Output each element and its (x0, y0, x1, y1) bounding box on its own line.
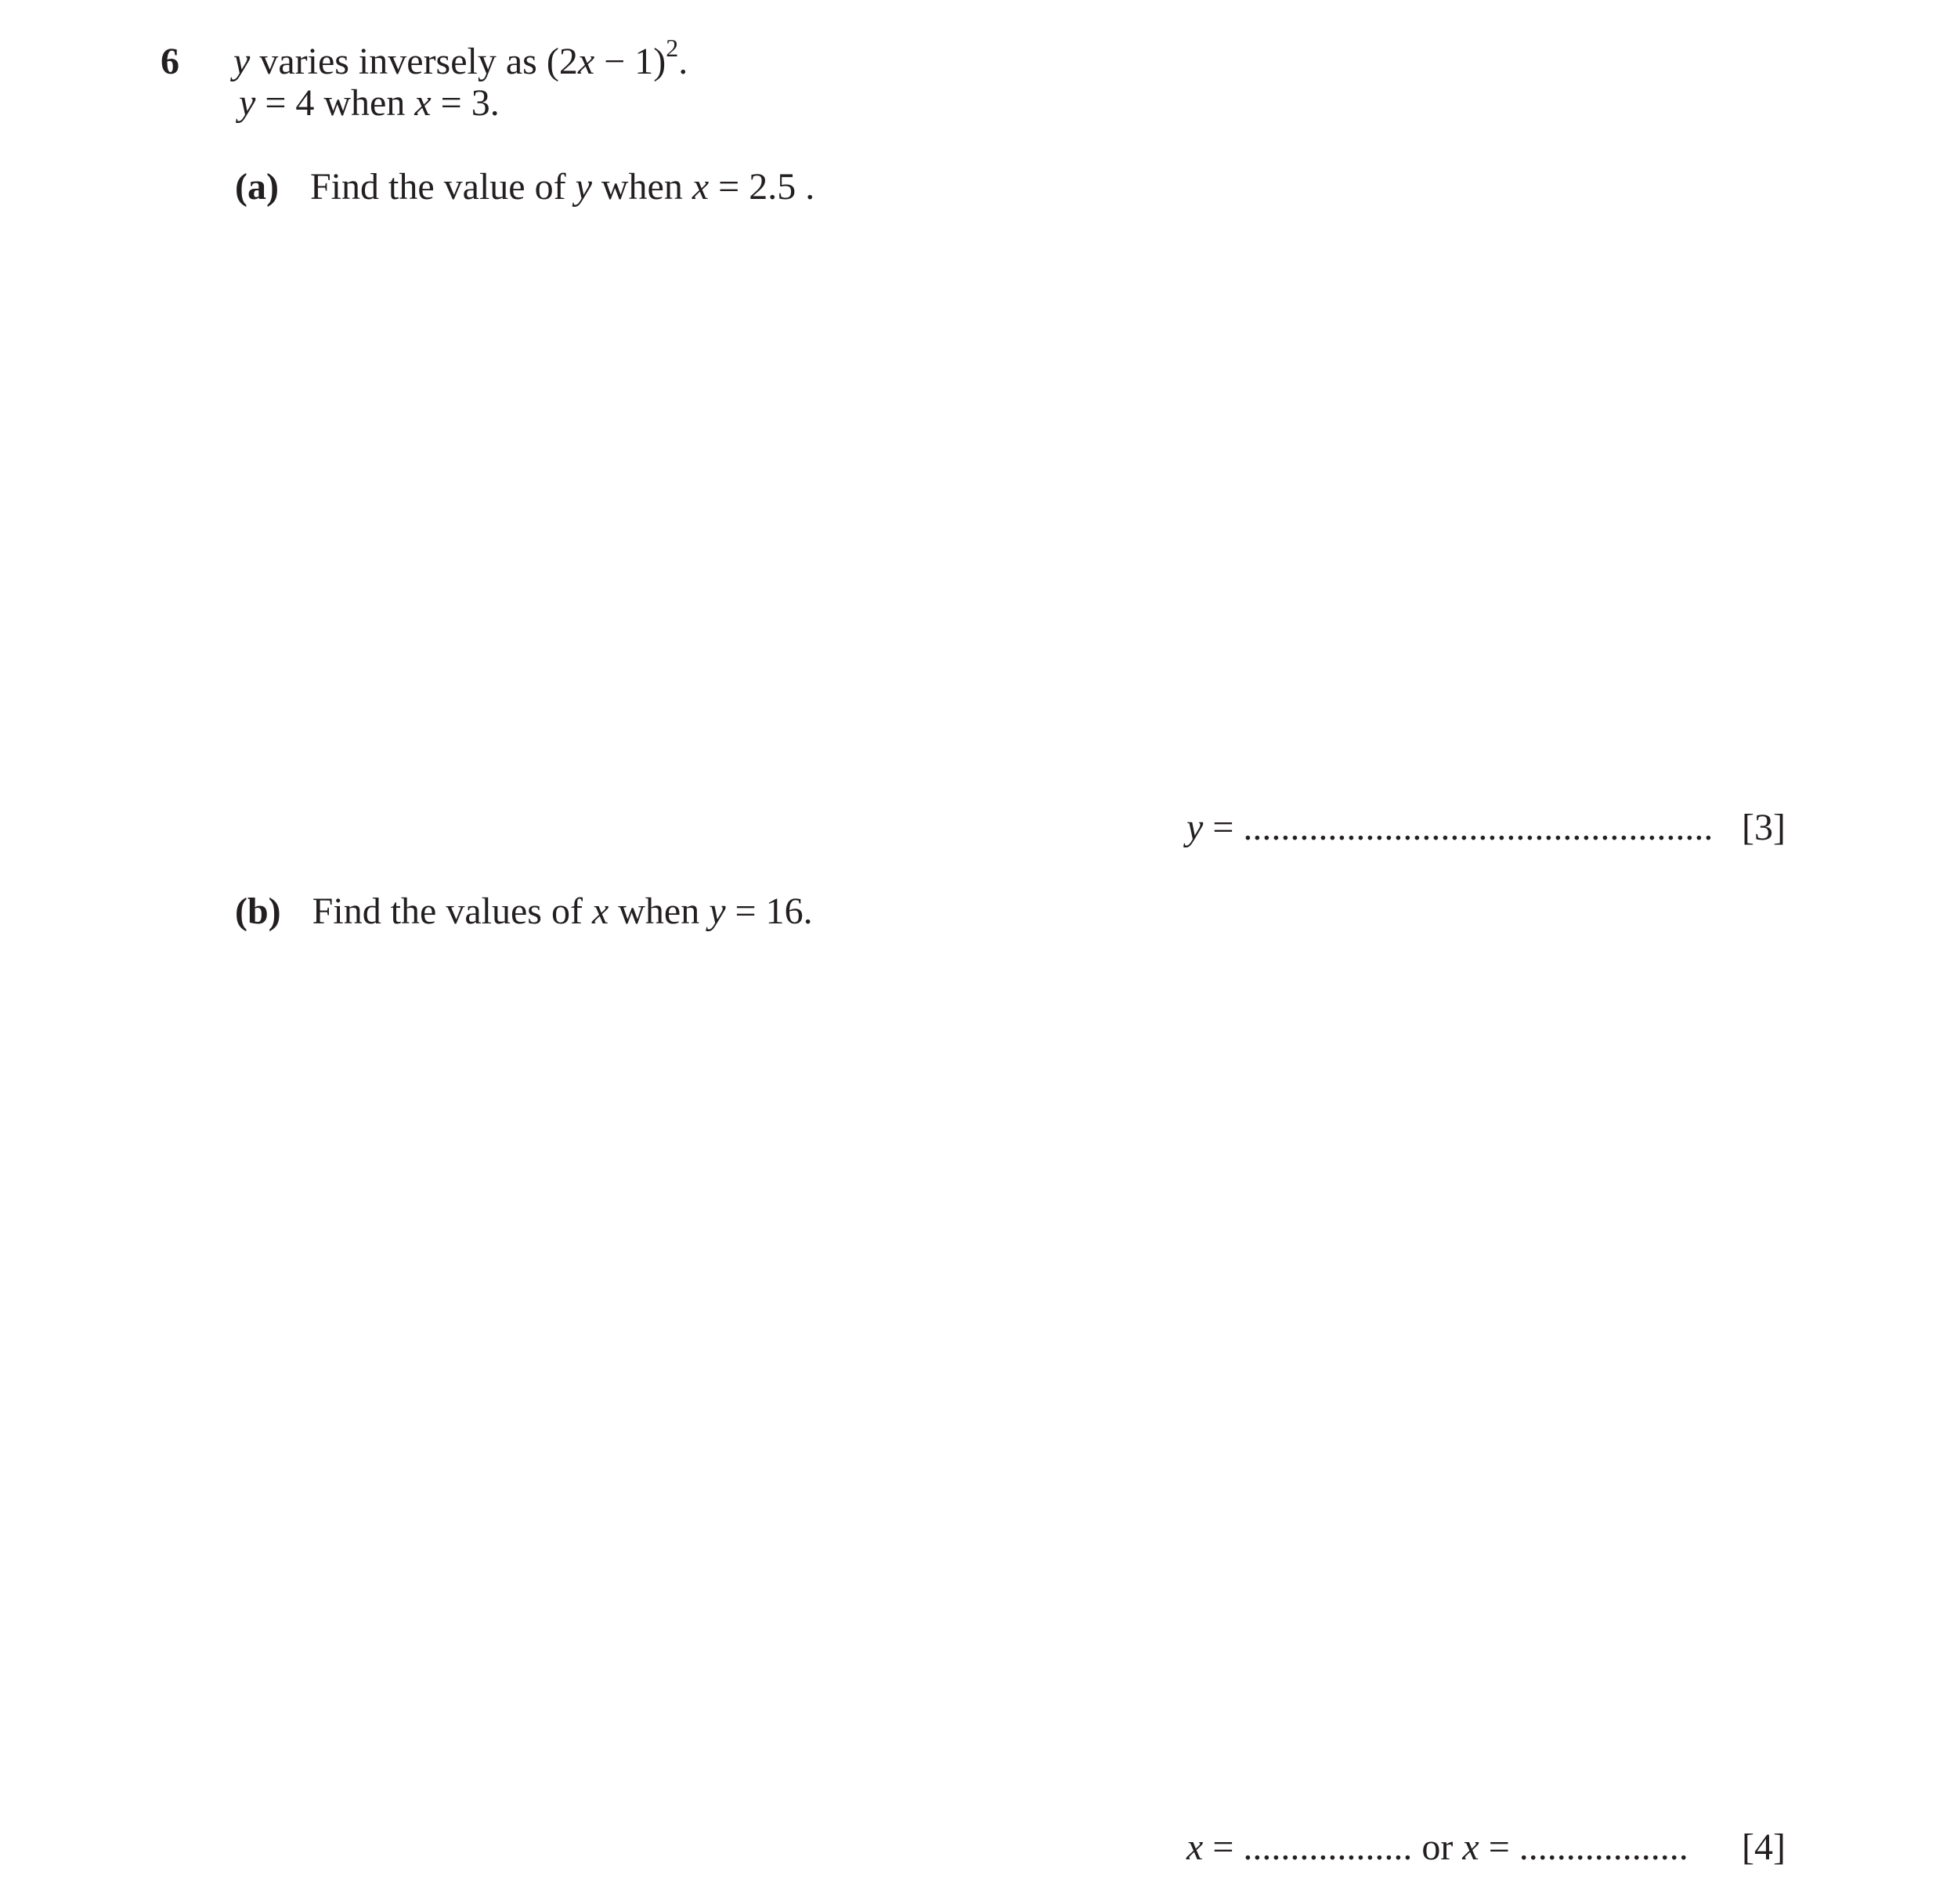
var-x: x (414, 82, 432, 124)
stem-line-2 (239, 82, 500, 124)
answer-equals: = (1479, 1826, 1519, 1868)
part-b-text: = 16. (725, 891, 813, 932)
var-x: x (591, 891, 609, 932)
part-a-text: when (591, 166, 692, 208)
answer-var-x: x (1462, 1826, 1479, 1868)
part-a-text: = 2.5 . (709, 166, 815, 208)
part-b-answer-line (1186, 1826, 1688, 1868)
part-a-answer-line[interactable] (1186, 809, 1713, 847)
part-a-text: Find the value of (309, 166, 576, 208)
answer-or: or (1412, 1826, 1463, 1868)
question-number: 6 (161, 41, 179, 82)
part-b-text: when (609, 891, 710, 932)
var-x: x (692, 166, 710, 208)
stem-text: = 4 when (255, 82, 415, 124)
exponent: 2 (666, 34, 679, 62)
answer-equals: = (1203, 1826, 1244, 1868)
part-b-label: (b) (235, 891, 281, 932)
answer-dots[interactable]: .................................................. (1243, 807, 1714, 848)
part-a-marks: [3] (1742, 807, 1786, 848)
var-y: y (709, 891, 726, 932)
stem-text: = 3. (431, 82, 500, 124)
stem-text: . (678, 41, 688, 82)
part-a-prompt (235, 168, 814, 206)
part-b-marks: [4] (1742, 1826, 1786, 1868)
var-y: y (233, 41, 251, 82)
var-y: y (575, 166, 592, 208)
part-a-label: (a) (235, 166, 279, 208)
answer-equals: = (1203, 807, 1244, 848)
answer-dots-1[interactable]: .................. (1243, 1826, 1413, 1868)
stem-line-1 (233, 34, 688, 82)
answer-var-y: y (1186, 807, 1204, 848)
part-b-prompt (235, 893, 813, 930)
answer-dots-2[interactable]: .................. (1519, 1826, 1688, 1868)
stem-text: − 1) (594, 41, 666, 82)
part-b-text: Find the values of (312, 891, 592, 932)
var-y: y (239, 82, 256, 124)
stem-text: varies inversely as (2 (250, 41, 578, 82)
var-x: x (577, 41, 595, 82)
answer-var-x: x (1186, 1826, 1204, 1868)
